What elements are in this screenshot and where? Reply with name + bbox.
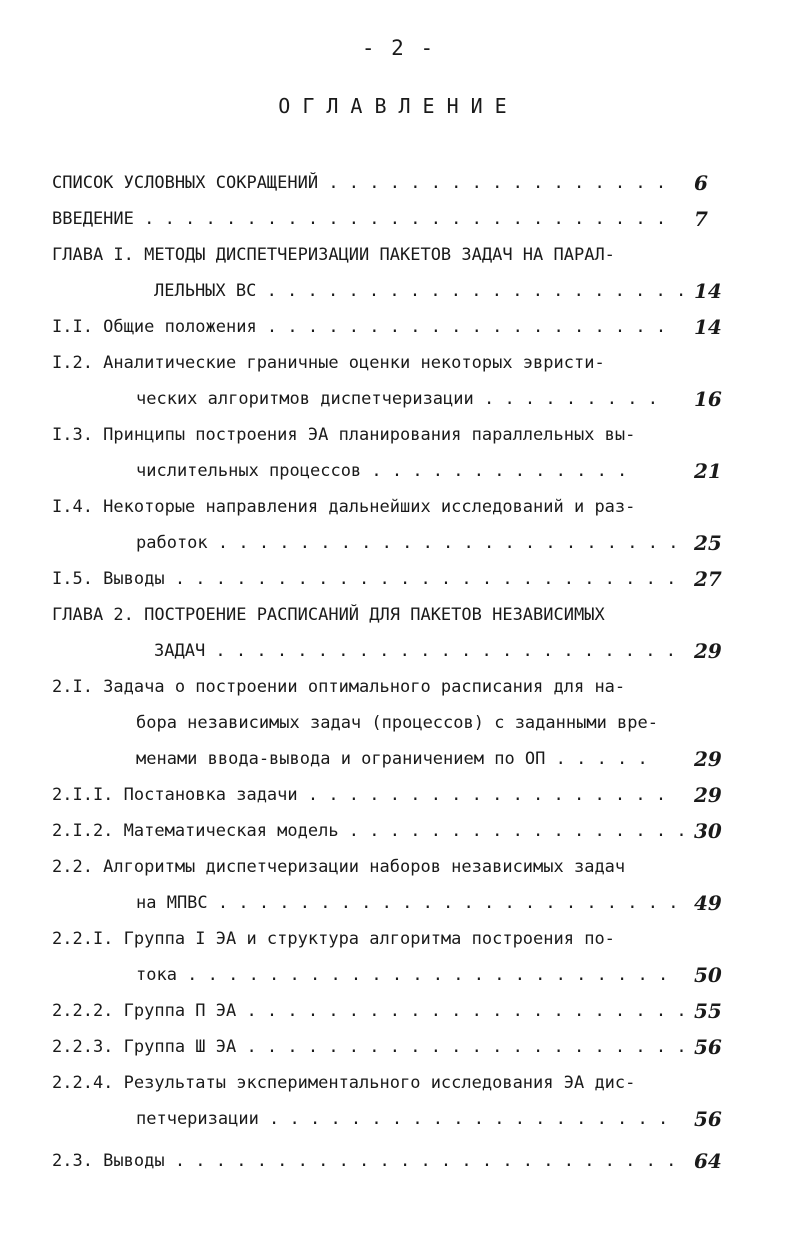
toc-entry	[0, 638, 797, 664]
toc-entry	[0, 926, 797, 952]
toc-entry	[0, 602, 797, 628]
toc-entry	[0, 782, 797, 808]
toc-entry-page: 29	[694, 747, 722, 771]
toc-entry-page: 25	[694, 531, 722, 555]
toc-entry-page: 49	[694, 891, 722, 915]
toc-entry	[0, 746, 797, 772]
toc-entry	[0, 350, 797, 376]
toc-entry-page: 56	[694, 1035, 722, 1059]
toc-entry	[0, 422, 797, 448]
toc-entry-page: 50	[694, 963, 722, 987]
toc-entry-text: 2.2. Алгоритмы диспетчеризации наборов независимых задач	[52, 857, 626, 877]
toc-entry	[0, 386, 797, 412]
toc-entry-page: 16	[694, 387, 722, 411]
toc-entry-text: 2.2.2. Группа П ЭА . . . . . . . . . . . . . . . . . . . . . .	[52, 1001, 687, 1021]
toc-entry-text: 2.2.I. Группа I ЭА и структура алгоритма построения по-	[52, 929, 615, 949]
toc-entry-text: работок . . . . . . . . . . . . . . . . . . . . . . .	[136, 533, 679, 553]
toc-entry-text: 2.I.2. Математическая модель . . . . . . . . . . . . . . . . .	[52, 821, 687, 841]
toc-entry-text: ГЛАВА 2. ПОСТРОЕНИЕ РАСПИСАНИЙ ДЛЯ ПАКЕТОВ НЕЗАВИСИМЫХ	[52, 605, 605, 625]
toc-entry	[0, 674, 797, 700]
toc-entry	[0, 1034, 797, 1060]
toc-entry	[0, 170, 797, 196]
toc-entry-page: 64	[694, 1149, 722, 1173]
toc-entry-text: I.3. Принципы построения ЭА планирования параллельных вы-	[52, 425, 636, 445]
toc-entry-text: I.4. Некоторые направления дальнейших исследований и раз-	[52, 497, 636, 517]
toc-entry-text: I.I. Общие положения . . . . . . . . . . . . . . . . . . . .	[52, 317, 667, 337]
toc-entry-text: ЗАДАЧ . . . . . . . . . . . . . . . . . . . . . . .	[154, 641, 676, 661]
toc-entry-text: СПИСОК УСЛОВНЫХ СОКРАЩЕНИЙ . . . . . . . . . . . . . . . . .	[52, 173, 667, 193]
toc-entry	[0, 1148, 797, 1174]
toc-entry-page: 29	[694, 783, 722, 807]
toc-entry-text: ВВЕДЕНИЕ . . . . . . . . . . . . . . . . . . . . . . . . . .	[52, 209, 667, 229]
toc-entry-text: ГЛАВА I. МЕТОДЫ ДИСПЕТЧЕРИЗАЦИИ ПАКЕТОВ ЗАДАЧ НА ПАРАЛ-	[52, 245, 615, 265]
toc-entry-page: 56	[694, 1107, 722, 1131]
toc-entry-page: 14	[694, 279, 722, 303]
toc-entry	[0, 710, 797, 736]
toc-entry-page: 30	[694, 819, 722, 843]
toc-entry-text: числительных процессов . . . . . . . . . . . . .	[136, 461, 628, 481]
toc-entry	[0, 1070, 797, 1096]
toc-entry-text: бора независимых задач (процессов) с заданными вре-	[136, 713, 658, 733]
toc-entry-text: 2.2.4. Результаты экспериментального исследования ЭА дис-	[52, 1073, 636, 1093]
toc-entry-text: петчеризации . . . . . . . . . . . . . . . . . . . .	[136, 1109, 669, 1129]
toc-entry-text: 2.I.I. Постановка задачи . . . . . . . . . . . . . . . . . .	[52, 785, 667, 805]
toc-entry	[0, 458, 797, 484]
toc-entry-text: на МПВС . . . . . . . . . . . . . . . . . . . . . . .	[136, 893, 679, 913]
toc-entry-page: 7	[694, 207, 708, 231]
toc-entry-text: 2.2.3. Группа Ш ЭА . . . . . . . . . . . . . . . . . . . . . .	[52, 1037, 687, 1057]
toc-entry-text: 2.I. Задача о построении оптимального расписания для на-	[52, 677, 626, 697]
toc-entry-page: 29	[694, 639, 722, 663]
toc-entry	[0, 530, 797, 556]
toc-entry-text: I.2. Аналитические граничные оценки некоторых эвристи-	[52, 353, 605, 373]
toc-entry-page: 14	[694, 315, 722, 339]
toc-entry-page: 55	[694, 999, 722, 1023]
toc-entry-page: 6	[694, 171, 708, 195]
toc-entry-text: I.5. Выводы . . . . . . . . . . . . . . . . . . . . . . . . .	[52, 569, 677, 589]
toc-entry-text: 2.3. Выводы . . . . . . . . . . . . . . . . . . . . . . . . .	[52, 1151, 677, 1171]
toc-entry-page: 21	[694, 459, 722, 483]
toc-entry	[0, 890, 797, 916]
toc-entry-page: 27	[694, 567, 722, 591]
toc-entry	[0, 494, 797, 520]
toc-entry	[0, 242, 797, 268]
toc-entry	[0, 1106, 797, 1132]
toc-entry	[0, 998, 797, 1024]
toc-entry-text: менами ввода-вывода и ограничением по ОП . . . . .	[136, 749, 648, 769]
toc-entry	[0, 854, 797, 880]
toc-entry	[0, 314, 797, 340]
toc-entry	[0, 278, 797, 304]
toc-entry-text: тока . . . . . . . . . . . . . . . . . . . . . . . .	[136, 965, 669, 985]
toc-entry	[0, 566, 797, 592]
toc-entry-text: ческих алгоритмов диспетчеризации . . . . . . . . .	[136, 389, 658, 409]
toc-entry	[0, 962, 797, 988]
toc-title: ОГЛАВЛЕНИЕ	[278, 94, 519, 118]
toc-entry	[0, 818, 797, 844]
toc-entry-text: ЛЕЛЬНЫХ ВС . . . . . . . . . . . . . . . . . . . . .	[154, 281, 687, 301]
toc-entry	[0, 206, 797, 232]
page-number: - 2 -	[361, 36, 436, 60]
